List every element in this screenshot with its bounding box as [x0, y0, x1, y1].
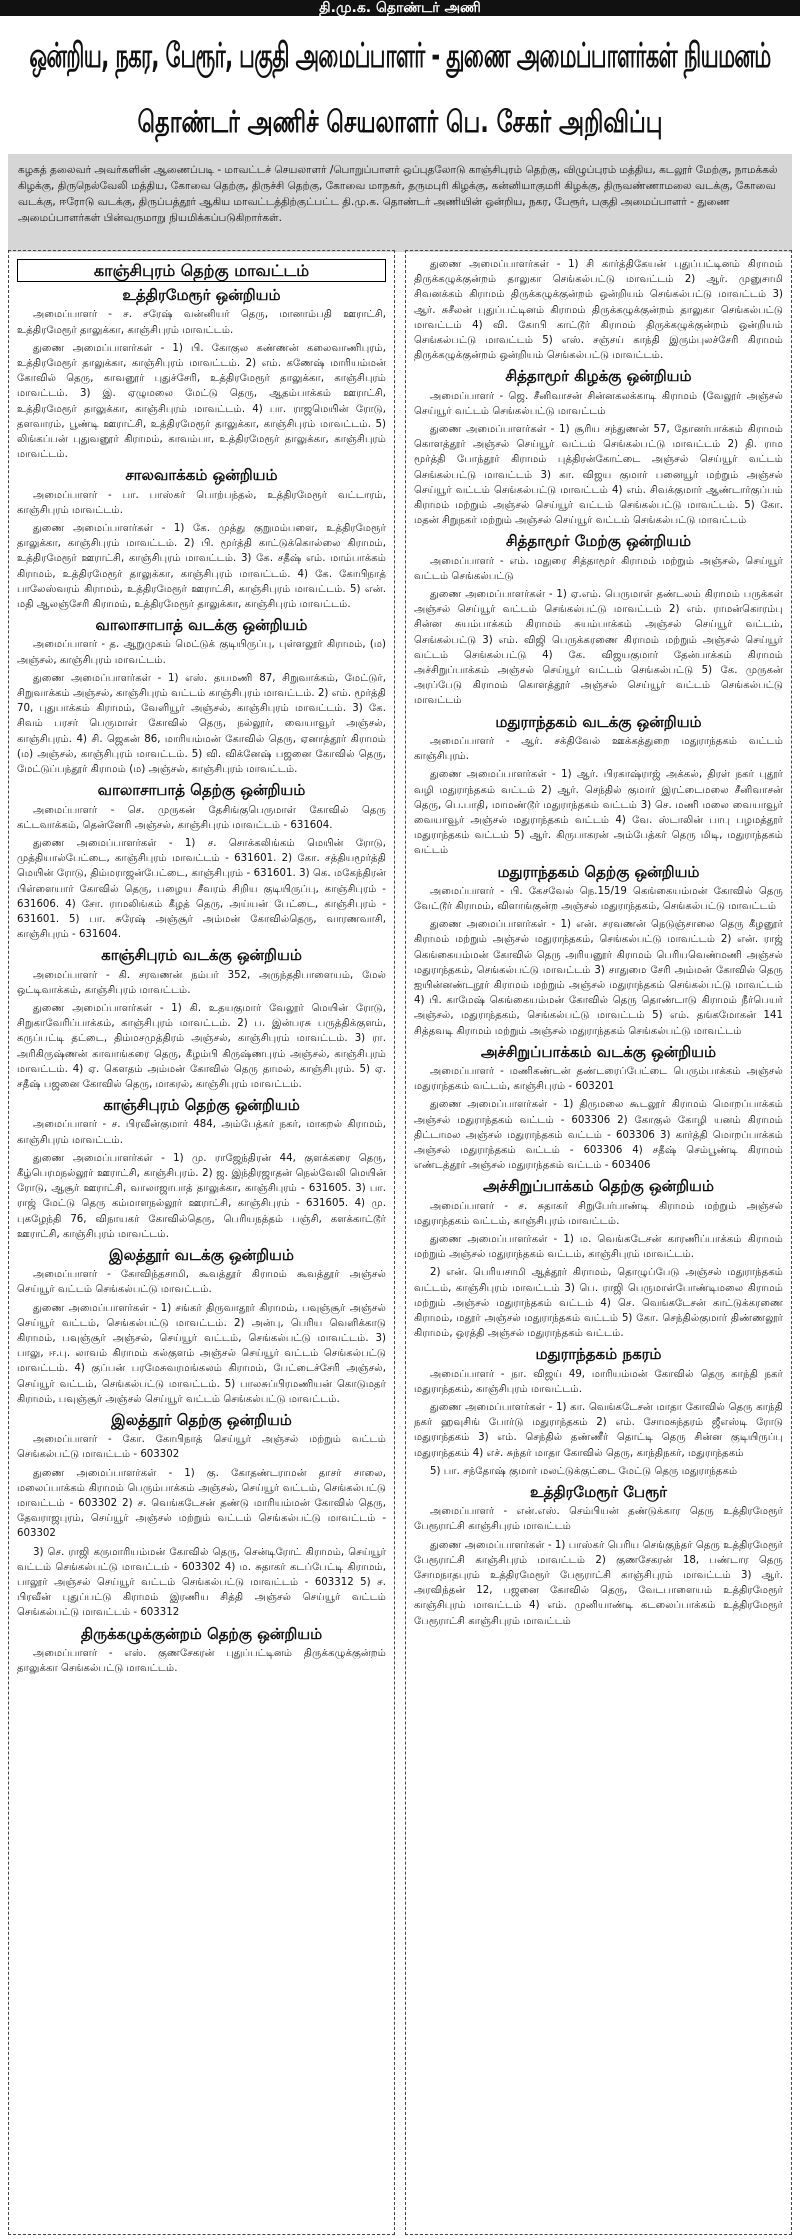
section-title: காஞ்சிபுரம் வடக்கு ஒன்றியம்	[101, 946, 302, 965]
appointment-paragraph: துணை அமைப்பாளர்கள் - 1) சங்கர் திருவாதூர் கிராமம், பவுஞ்சூர் அஞ்சல் செய்யூர் வட்டம், செங்கல்பட்டு மாவட்டம். 2) அன்பு, பெரிய வெளிக்காடு கிராமம், பவுஞ்சூர் அஞ்சல், செய்யூர் வட்டம், செங்கல்பட்டு மாவட்டம். 3) பாலு, ஈ.பு. லாவம் கிராமம் கல்குளம் அஞ்சல் செய்யூர் வட்டம் செங்கல்பட்டு மாவட்டம். 4) குப்பன் பரமேசுவரமங்கலம் கிராமம், பேட்டைச்சேரி அஞ்சல், செய்யூர் வட்டம், செங்கல்பட்டு மாவட்டம். 5) பாலசுப்பிரமணியன் கொடுமதர் கிராமம், பவுஞ்சூர் அஞ்சல் செய்யூர் வட்டம் செங்கல்பட்டு மாவட்டம்.	[17, 1302, 386, 1405]
appointment-paragraph: அமைப்பாளர் - எஸ். குணசேகரன் புதுப்பட்டினம் திருக்கழுக்குன்றம் தாலுக்கா செங்கல்பட்டு மாவட்டம்.	[17, 1647, 386, 1675]
appointment-paragraph: அமைப்பாளர் - கோ. கோபிநாத் செய்யூர் அஞ்சல் மற்றும் வட்டம் செங்கல்பட்டு மாவட்டம் - 603302	[17, 1434, 386, 1461]
right-column	[405, 250, 792, 2235]
left-column	[8, 250, 395, 2235]
appointment-paragraph: அமைப்பாளர் - ச. பிரவீன்குமார் 484, அம்பேத்கர் நகர், மாகறல் கிராமம், காஞ்சிபுரம் மாவட்டம்.	[17, 1119, 386, 1146]
appointment-paragraph: அமைப்பாளர் - பி. கேசவேல் நெ.15/19 கெங்கையம்மன் கோவில் தெரு வேட்டூர் கிராமம், விளாங்குன்ற அஞ்சல் மதுராந்தகம், செங்கல்பட்டு மாவட்டம்	[414, 885, 783, 912]
appointment-paragraph: துணை அமைப்பாளர்கள் - 1) கு. கோதண்டராமன் தாசர் சாலை, மலைப்பாக்கம் கிராமம் பெரும்பாக்கம் அஞ்சல், செய்யூர் வட்டம், செங்கல்பட்டு மாவட்டம் - 603302 2) ச. வெங்கடேசன் தண்டு மாரியம்மன் கோவில் தெரு, தேவராஜபுரம், செய்யூர் அஞ்சல் மற்றும் வட்டம் செங்கல்பட்டு மாவட்டம் - 603302	[17, 1467, 386, 1540]
appointment-paragraph: அமைப்பாளர் - என்.எஸ். செம்பியன் தண்டுக்கார தெரு உத்திரமேரூர் பேரூராட்சி காஞ்சிபுரம் மாவட்டம்	[414, 1506, 783, 1533]
section-title: உத்திரமேரூர் பேரூர்	[530, 1483, 667, 1502]
appointment-paragraph: துணை அமைப்பாளர்கள் - 1) ஆர். பிரகாஷ்ராஜ் அக்கல், திரள் நகர் புதூர் வழி மதுராந்தகம் வட்டம் 2) ஆர். செந்தில் குமார் இரட்டைமலை சீனிவாசன் தெரு, பெ.பாதி, மாமண்டூர் மதுராந்தகம் வட்டம் 3) செ. மணி மலை வையாவூர் வையாவூர் அஞ்சல் மதுராந்தகம் வட்டம் 4) வே. ஸ்டாலின் பாபு பழமத்தூர் மதுராந்தகம் வட்டம் 5) ஆர். கிருபாகரன் அம்பேத்கர் தெரு மிடி, மதுராந்தகம் வட்டம்	[414, 769, 783, 857]
appointment-paragraph: அமைப்பாளர் - ஆர். சக்திவேல் ஊக்கத்துறை மதுராந்தகம் வட்டம் காஞ்சிபுரம்.	[414, 735, 783, 763]
appointment-paragraph: துணை அமைப்பாளர்கள் - 1) கி. உதயகுமார் வேலூர் மெயின் ரோடு, சிறுகாவேரிப்பாக்கம், காஞ்சிபுரம் மாவட்டம். 2) ப. இன்பரசு பருத்திக்குளம், கருப்பட்டி தட்டை, திம்மசமுத்திரம் அஞ்சல், காஞ்சிபுரம் மாவட்டம். 3) ரா. அரிகிருஷ்ணன் காவாங்கரை தெரு, கீழம்பி கிருஷ்ணபுரம் அஞ்சல், காஞ்சிபுரம் மாவட்டம். 4) ஏ. கௌதம் அம்மன் கோவில் தெரு தாமல், காஞ்சிபுரம். 5) ஏ. சதீஷ் பஜனை கோவில் தெரு, மாகரல், காஞ்சிபுரம் மாவட்டம்.	[17, 1002, 386, 1090]
appointment-paragraph: 2) என். பெரியசாமி ஆத்தூர் கிராமம், தொழுப்பேடு அஞ்சல் மதுராந்தகம் வட்டம், காஞ்சிபுரம் மாவட்டம் 3) பெ. ராஜி பெருமாள்போண்டிமலை கிராமம் மற்றும் அஞ்சல் மதுராந்தகம் வட்டம் 4) செ. வெங்கடேசன் காட்டுக்கரணை கிராமம், மதூர் அஞ்சல் மதுராந்தகம் வட்டம் 5) கோ. செந்தில்குமார் திண்ணலூர் கிராமம், ஒரத்தி அஞ்சல் மதுராந்தகம் வட்டம்.	[414, 1267, 783, 1340]
section-title: அச்சிறுப்பாக்கம் வடக்கு ஒன்றியம்	[480, 1042, 717, 1061]
appointment-paragraph: துணை அமைப்பாளர்கள் - 1) ம. வெங்கடேசன் காரணிப்பாக்கம் கிராமம் மற்றும் அஞ்சல் மதுராந்தகம் வட்டம், காஞ்சிபுரம் மாவட்டம்.	[414, 1233, 783, 1261]
headline: ஒன்றிய, நகர, பேரூர், பகுதி அமைப்பாளர் - துணை அமைப்பாளர்கள் நியமனம்	[29, 36, 771, 76]
section-title: இலத்தூர் வடக்கு ஒன்றியம்	[109, 1245, 294, 1264]
appointment-paragraph: துணை அமைப்பாளர்கள் - 1) பாஸ்கர் பெரிய செங்குந்தர் தெரு உத்திரமேரூர் பேரூராட்சி காஞ்சிபுரம் மாவட்டம் 2) குணசேகரன் 18, பண்டார தெரு சோமநாதபுரம் உத்திரமேரூர் பேரூராட்சி காஞ்சிபுரம் மாவட்டம் 3) ஆர். அரவிந்தன் 12, பஜனை கோவில் தெரு, வேடபாளையம் உத்திரமேரூர் காஞ்சிபுரம் மாவட்டம் 4) எம். முனியாண்டி கடலைப்பாக்கம் உத்திரமேரூர் பேரூராட்சி காஞ்சிபுரம் மாவட்டம்	[414, 1539, 783, 1627]
appointment-paragraph: அமைப்பாளர் - செ. முருகன் தேசிங்குபெருமாள் கோவில் தெரு கட்டவாக்கம், தென்னேரி அஞ்சல், காஞ்சிபுரம் மாவட்டம் - 631604.	[17, 804, 386, 831]
appointment-paragraph: அமைப்பாளர் - ச. சரேஷ் வன்னியர் தெரு, மானாம்பதி ஊராட்சி, உத்திரமேரூர் தாலுக்கா, காஞ்சிபுரம் மாவட்டம்.	[17, 309, 386, 336]
intro-box: கழகத் தலைவர் அவர்களின் ஆணைப்படி - மாவட்டச் செயலாளர் /பொறுப்பாளர் ஒப்புதலோடு காஞ்சிபுரம் தெற்கு, விழுப்புரம் மத்திய, கடலூர் மேற்கு, நாமக்கல் கிழக்கு, திருநெல்வேலி மத்திய, கோவை தெற்கு, திருச்சி தெற்கு, கோவை மாநகர், தருமபுரி கிழக்கு, கன்னியாகுமரி கிழக்கு, திருவண்ணாமலை வடக்கு, கோவை வடக்கு, ஈரோடு வடக்கு, திருப்பத்தூர் ஆகிய மாவட்டத்திற்குட்பட்ட தி.மு.க. தொண்டர் அணியின் ஒன்றிய, நகர, பேரூர், பகுதி அமைப்பாளர் - துணை அமைப்பாளர்கள் பின்வருமாறு நியமிக்கப்படுகிறார்கள்.	[8, 154, 792, 252]
section-title: வாலாசாபாத் வடக்கு ஒன்றியம்	[95, 616, 308, 635]
appointment-paragraph: 3) செ. ராஜி கருமாரியம்மன் கோவில் தெரு, சென்டிரோட் கிராமம், செய்யூர் வட்டம் செங்கல்பட்டு மாவட்டம் - 603302 4) ம. சுதாகர் கடப்பேட்டி கிராமம், பாலூர் அஞ்சல் செய்யூர் வட்டம் செங்கல்பட்டு மாவட்டம் - 603312 5) ச. பிரவீன் புதுப்பட்டு கிராமம் இரணிய சித்தி அஞ்சல் செய்யூர் வட்டம் செங்கல்பட்டு மாவட்டம் - 603312	[17, 1546, 386, 1619]
appointment-paragraph: துணை அமைப்பாளர்கள் - 1) ச. சொக்கலிங்கம் மெயின் ரோடு, முத்தியால்பேட்டை, காஞ்சிபுரம் மாவட்டம் - 631601. 2) கோ. சத்தியமூர்த்தி மெயின் ரோடு, திம்மராஜன்பேட்டை, காஞ்சிபுரம் - 631601. 3) கெ. மகேந்திரன் பிள்ளையார் கோவில் தெரு, பழைய சீவரம் சிறிய குடியிருப்பு, காஞ்சிபுரம் - 631606. 4) சோ. ராமலிங்கம் கீழத் தெரு, அய்யன் பேட்டை, காஞ்சிபுரம் - 631601. 5) பா. சுரேஷ் அஞ்சூர் அம்மன் கோவில்தெரு, வாரணவாசி, காஞ்சிபுரம் - 631604.	[17, 837, 386, 941]
section-title: சாலவாக்கம் ஒன்றியம்	[125, 466, 278, 485]
section-title: திருக்கழுக்குன்றம் தெற்கு ஒன்றியம்	[80, 1624, 323, 1643]
appointment-paragraph: அமைப்பாளர் - பா. பாஸ்கர் பொற்பந்தல், உத்திரமேரூர் வட்டாரம், காஞ்சிபுரம் மாவட்டம்.	[17, 489, 386, 516]
appointment-paragraph: அமைப்பாளர் - கி. சரவணன் நம்பர் 352, அருந்ததிபாளையம், மேல் ஒட்டிவாக்கம், காஞ்சிபுரம் மாவட்டம்.	[17, 969, 386, 996]
district-title: காஞ்சிபுரம் தெற்கு மாவட்டம்	[17, 259, 386, 282]
section-title: மதுராந்தகம் நகரம்	[535, 1345, 662, 1364]
appointment-paragraph: துணை அமைப்பாளர்கள் - 1) சி கார்த்திகேயன் புதுப்பட்டினம் கிராமம் திருக்கழுக்குன்றம் தாலுகா செங்கல்பட்டு மாவட்டம் 2) ஆர். முனுசாமி சிவனக்கம் கிராமம் திருக்கழுக்குன்றம் ஒன்றியம் செங்கல்பட்டு மாவட்டம் 3) ஆர். சுசீலன் புதுப்பட்டினம் கிராமம் திருக்கழுக்குன்றம் தாலுகா செங்கல்பட்டு மாவட்டம் 4) வி. கோபி காட்டூர் கிராமம் திருக்கழுக்குன்றம் ஒன்றியம் செங்கல்பட்டு மாவட்டம் 5) எஸ். சஞ்சய் காந்தி இரும்புலச்சேரி கிராமம் திருக்கழுக்குன்றம் ஒன்றியம் செங்கல்பட்டு மாவட்டம்.	[414, 259, 783, 362]
appointment-paragraph: துணை அமைப்பாளர்கள் - 1) சூரிய சந்துணன் 57, தோனர்பாக்கம் கிராமம் கொளத்தூர் அஞ்சல் செய்யூர் வட்டம் செங்கல்பட்டு மாவட்டம் 2) தி. ராம மூர்த்தி போந்தூர் கிராமம் புத்திரன்கோட்டை அஞ்சல் செய்யூர் வட்டம் செங்கல்பட்டு மாவட்டம் 3) கா. விஜய குமார் பனையூர் மற்றும் அஞ்சல் செய்யூர் வட்டம் செங்கல்பட்டு மாவட்டம் 4) எம். சிவக்குமார் ஆண்டார்குப்பம் கிராமம் மற்றும் அஞ்சல் செய்யூர் வட்டம் செங்கல்பட்டு மாவட்டம். 5) கோ. மதன் சிறுநகர் மற்றும் அஞ்சல் செய்யூர் வட்டம் செங்கல்பட்டு மாவட்டம்	[414, 424, 783, 527]
appointment-paragraph: துணை அமைப்பாளர்கள் - 1) பி. கோகுல கண்ணன் கலைவாணிபுரம், உத்திரமேரூர் தாலுக்கா, காஞ்சிபுரம் மாவட்டம். 2) எம். கணேஷ் மாரியம்மன் கோவில் தெரு, காவனூர் புதுச்சேரி, உத்திரமேரூர் தாலுக்கா, காஞ்சிபுரம் மாவட்டம். 3) இ. ஏழுமலை மேட்டு தெரு, ஆதம்பாக்கம் ஊராட்சி, உத்திரமேரூர் தாலுக்கா, காஞ்சிபுரம் மாவட்டம். 4) பா. ராஜமெயின் ரோடு, தளவாரம், பூண்டி ஊராட்சி, உத்திரமேரூர் தாலுக்கா, காஞ்சிபுரம் மாவட்டம். 5) லிங்கப்பன் புதுவனூர் கிராமம், காவம்பா, உத்திரமேரூர் தாலுக்கா, காஞ்சிபுரம் மாவட்டம்.	[17, 342, 386, 461]
section-title: அச்சிறுப்பாக்கம் தெற்கு ஒன்றியம்	[483, 1177, 714, 1196]
subheadline: தொண்டர் அணிச் செயலாளர் பெ. சேகர் அறிவிப்பு	[137, 104, 663, 140]
section-title: இலத்தூர் தெற்கு ஒன்றியம்	[111, 1411, 292, 1430]
columns	[8, 250, 792, 2235]
top-band: தி.மு.க. தொண்டர் அணி	[0, 0, 800, 16]
appointment-paragraph: துணை அமைப்பாளர்கள் - 1) கா. வெங்கடேசன் மாதா கோவில் தெரு காந்தி நகர் ஹவுசிங் போர்டு மதுராந்தகம் 2) எம். சோமசுந்தரம் ஜீஎஸ்டி ரோடு மதுராந்தகம் 3) எம். செந்தில் தண்ணீர் தொட்டி தெரு சின்ன குடியிருப்பு மதுராந்தகம் 4) எச். சுந்தர் மாதா கோவில் தெரு, காந்திநகர், மதுராந்தகம்	[414, 1402, 783, 1459]
appointment-paragraph: அமைப்பாளர் - எம். மதுரை சித்தாமூர் கிராமம் மற்றும் அஞ்சல், செய்யூர் வட்டம் செங்கல்பட்டு	[414, 555, 783, 582]
section-title: சித்தாமூர் கிழக்கு ஒன்றியம்	[505, 367, 692, 386]
section-title: உத்திரமேரூர் ஒன்றியம்	[122, 286, 281, 305]
appointment-paragraph: அமைப்பாளர் - கோவிந்தசாமி, கூவத்தூர் கிராமம் கூவத்தூர் அஞ்சல் செய்யூர் வட்டம் செங்கல்பட்டு மாவட்டம்.	[17, 1269, 386, 1296]
section-title: மதுராந்தகம் வடக்கு ஒன்றியம்	[495, 712, 702, 731]
section-title: வாலாசாபாத் தெற்கு ஒன்றியம்	[97, 781, 306, 800]
appointment-paragraph: அமைப்பாளர் - நா. விஜய் 49, மாரியம்மன் கோவில் தெரு காந்தி நகர் மதுராந்தகம், காஞ்சிபுரம் மாவட்டம்.	[414, 1368, 783, 1395]
appointment-paragraph: துணை அமைப்பாளர்கள் - 1) கே. முத்து குறுமம்பளை, உத்திரமேரூர் தாலுக்கா, காஞ்சிபுரம் மாவட்டம். 2) பி. மூர்த்தி காட்டுக்கொல்லை கிராமம், உத்திரமேரூர் ஊராட்சி, காஞ்சிபுரம் மாவட்டம். 3) கே. சதீஷ் எம். மாம்பாக்கம் கிராமம், உத்திரமேரூர் தாலுக்கா, காஞ்சிபுரம் மாவட்டம். 4) கே. கோபிநாத் பாலேஸ்வரம் கிராமம், உத்திரமேரூர் ஊராட்சி, காஞ்சிபுரம் மாவட்டம். 5) என். மதி ஆலஞ்சேரி கிராமம், உத்திரமேரூர் தாலுக்கா, காஞ்சிபுரம் மாவட்டம்.	[17, 523, 386, 611]
appointment-paragraph: அமைப்பாளர் - மணிகண்டன் தண்டரைப்பேட்டை பெரும்பாக்கம் அஞ்சல் மதுராந்தகம் வட்டம், காஞ்சிபுரம் - 603201	[414, 1065, 783, 1093]
section-title: காஞ்சிபுரம் தெற்கு ஒன்றியம்	[103, 1096, 300, 1115]
appointment-paragraph: துணை அமைப்பாளர்கள் - 1) என். சரவணன் நெடுஞ்சாலை தெரு கீழனூர் கிராமம் மற்றும் அஞ்சல் மதுராந்தகம், செங்கல்பட்டு மாவட்டம் 2) என். ராஜ் கெங்கையம்மன் கோவில் தெரு அரியனூர் கிராமம் பெரியவெண்மணி அஞ்சல் மதுராந்தகம், செங்கல்பட்டு மாவட்டம் 3) சாதுமை சேரி அம்மன் கோவில் தெரு ஐயின்னண்டநூர் கிராமம் மற்றும் அஞ்சல் மதுராந்தகம் செங்கல்பட்டு மாவட்டம் 4) பி. காமேஷ் கெங்கையம்மன் கோவில் தெரு தொண்டாடு கிராமம் நீர்பெயர் அஞ்சல், மதுராந்தகம், செங்கல்பட்டு மாவட்டம் 5) எம். தங்கமோகன் 141 சித்தவடி கிராமம் மற்றும் அஞ்சல் மதுராந்தகம் செங்கல்பட்டு மாவட்டம்	[414, 919, 783, 1037]
appointment-paragraph: அமைப்பாளர் - த. ஆறுமுகம் மெட்டுக் குடியிருப்பு, புள்ளலூர் கிராமம், (ம) அஞ்சல், காஞ்சிபுரம் மாவட்டம்.	[17, 639, 386, 666]
appointment-paragraph: அமைப்பாளர் - ஜெ. சீனிவாசன் சின்னகலக்காடி கிராமம் (வேலூர் அஞ்சல் செய்யூர் வட்டம் செங்கல்பட்டு மாவட்டம்	[414, 390, 783, 417]
appointment-paragraph: அமைப்பாளர் - ச. சுதாகர் சிறுபேர்பாண்டி கிராமம் மற்றும் அஞ்சல் மதுராந்தகம் வட்டம், காஞ்சிபுரம் மாவட்டம்.	[414, 1200, 783, 1227]
appointment-paragraph: 5) பா. சந்தோஷ் குமார் மலட்டுக்குட்டை மேட்டு தெரு மதுராந்தகம்	[430, 1465, 738, 1477]
appointment-paragraph: துணை அமைப்பாளர்கள் - 1) திருமலை கூடலூர் கிராமம் மொறப்பாக்கம் அஞ்சல் மதுராந்தகம் வட்டம் - 603306 2) கோகுல் கோழி யனம் கிராமம் திட்டாமல அஞ்சல் மதுராந்தகம் வட்டம் - 603306 3) கார்த்தி மொறப்பாக்கம் அஞ்சல் மதுராந்தகம் வட்டம் - 603306 4) சதீஷ் செம்பூண்டி கிராமம் எண்டத்தூர் அஞ்சல் மதுராந்தகம் வட்டம் - 603406	[414, 1099, 783, 1172]
appointment-paragraph: துணை அமைப்பாளர்கள் - 1) எஸ். தயமணி 87, சிறுவாக்கம், மேட்டுர், சிறுவாக்கம் அஞ்சல், காஞ்சிபுரம் வட்டம் காஞ்சிபுரம் மாவட்டம். 2) எம். மூர்த்தி 70, புதுபாக்கம் கிராமம், வேளியூர் அஞ்சல், காஞ்சிபுரம் மாவட்டம். 3) கே. சிவம் பரசர் பெருமாள் கோவில் தெரு, நல்லூர், வையாவூர் அஞ்சல், காஞ்சிபுரம். 4) சி. ஜெகன் 86, மாரியம்மன் கோவில் தெரு, ஏனாத்தூர் கிராமம் (ம) அஞ்சல், காஞ்சிபுரம் மாவட்டம். 5) வி. விக்னேஷ் பஜனை கோவில் தெரு, மேட்டுப்பந்தூர் கிராமம் (ம) அஞ்சல், காஞ்சிபுரம் மாவட்டம்.	[17, 672, 386, 776]
appointment-paragraph: துணை அமைப்பாளர்கள் - 1) ஏ.எம். பெருமாள் தண்டலம் கிராமம் பருக்கள் அஞ்சல் செய்யூர் வட்டம் செங்கல்பட்டு மாவட்டம் 2) எம். ராமன்கொரம்பு சின்ன சுயம்பாக்கம் கிராமம் சுயம்பாக்கம் அஞ்சல் செய்யூர் வட்டம், செங்கல்பட்டு 3) எம். விஜி பெருக்கரணை கிராமம் மற்றும் அஞ்சல் செய்யூர் வட்டம் செங்கல்பட்டு 4) கே. விஜயகுமார் தேன்பாக்கம் கிராமம் அச்சிறுப்பாக்கம் அஞ்சல் செய்யூர் வட்டம் செங்கல்பட்டு 5) கே. முருகன் அரப்பேடு கிராமம் கொளத்தூர் அஞ்சல் செய்யூர் வட்டம் செங்கல்பட்டு மாவட்டம்	[414, 589, 783, 707]
section-title: சித்தாமூர் மேற்கு ஒன்றியம்	[505, 532, 692, 551]
section-title: மதுராந்தகம் தெற்கு ஒன்றியம்	[497, 862, 700, 881]
appointment-paragraph: துணை அமைப்பாளர்கள் - 1) மு. ராஜேந்திரன் 44, குளக்கரை தெரு, கீழ்பெரமநல்லூர் ஊராட்சி, காஞ்சிபுரம். 2) ஜ. இந்திரஜாதன் நெல்வேலி மெயின் ரோடு, ஆசூர் ஊராட்சி, வாலாஜாபாத் தாலுக்கா, காஞ்சிபுரம் - 631605. 3) பா. ராஜ் மேட்டு தெரு கம்மாளநல்லூர் ஊராட்சி, காஞ்சிபுரம் - 631605. 4) மு. புகழேந்தி 76, விநாயகர் கோவில்தெரு, பெரியநத்தம் பஞ்சி, களக்காட்டூர் ஊராட்சி, காஞ்சிபுரம் மாவட்டம்.	[17, 1152, 386, 1240]
